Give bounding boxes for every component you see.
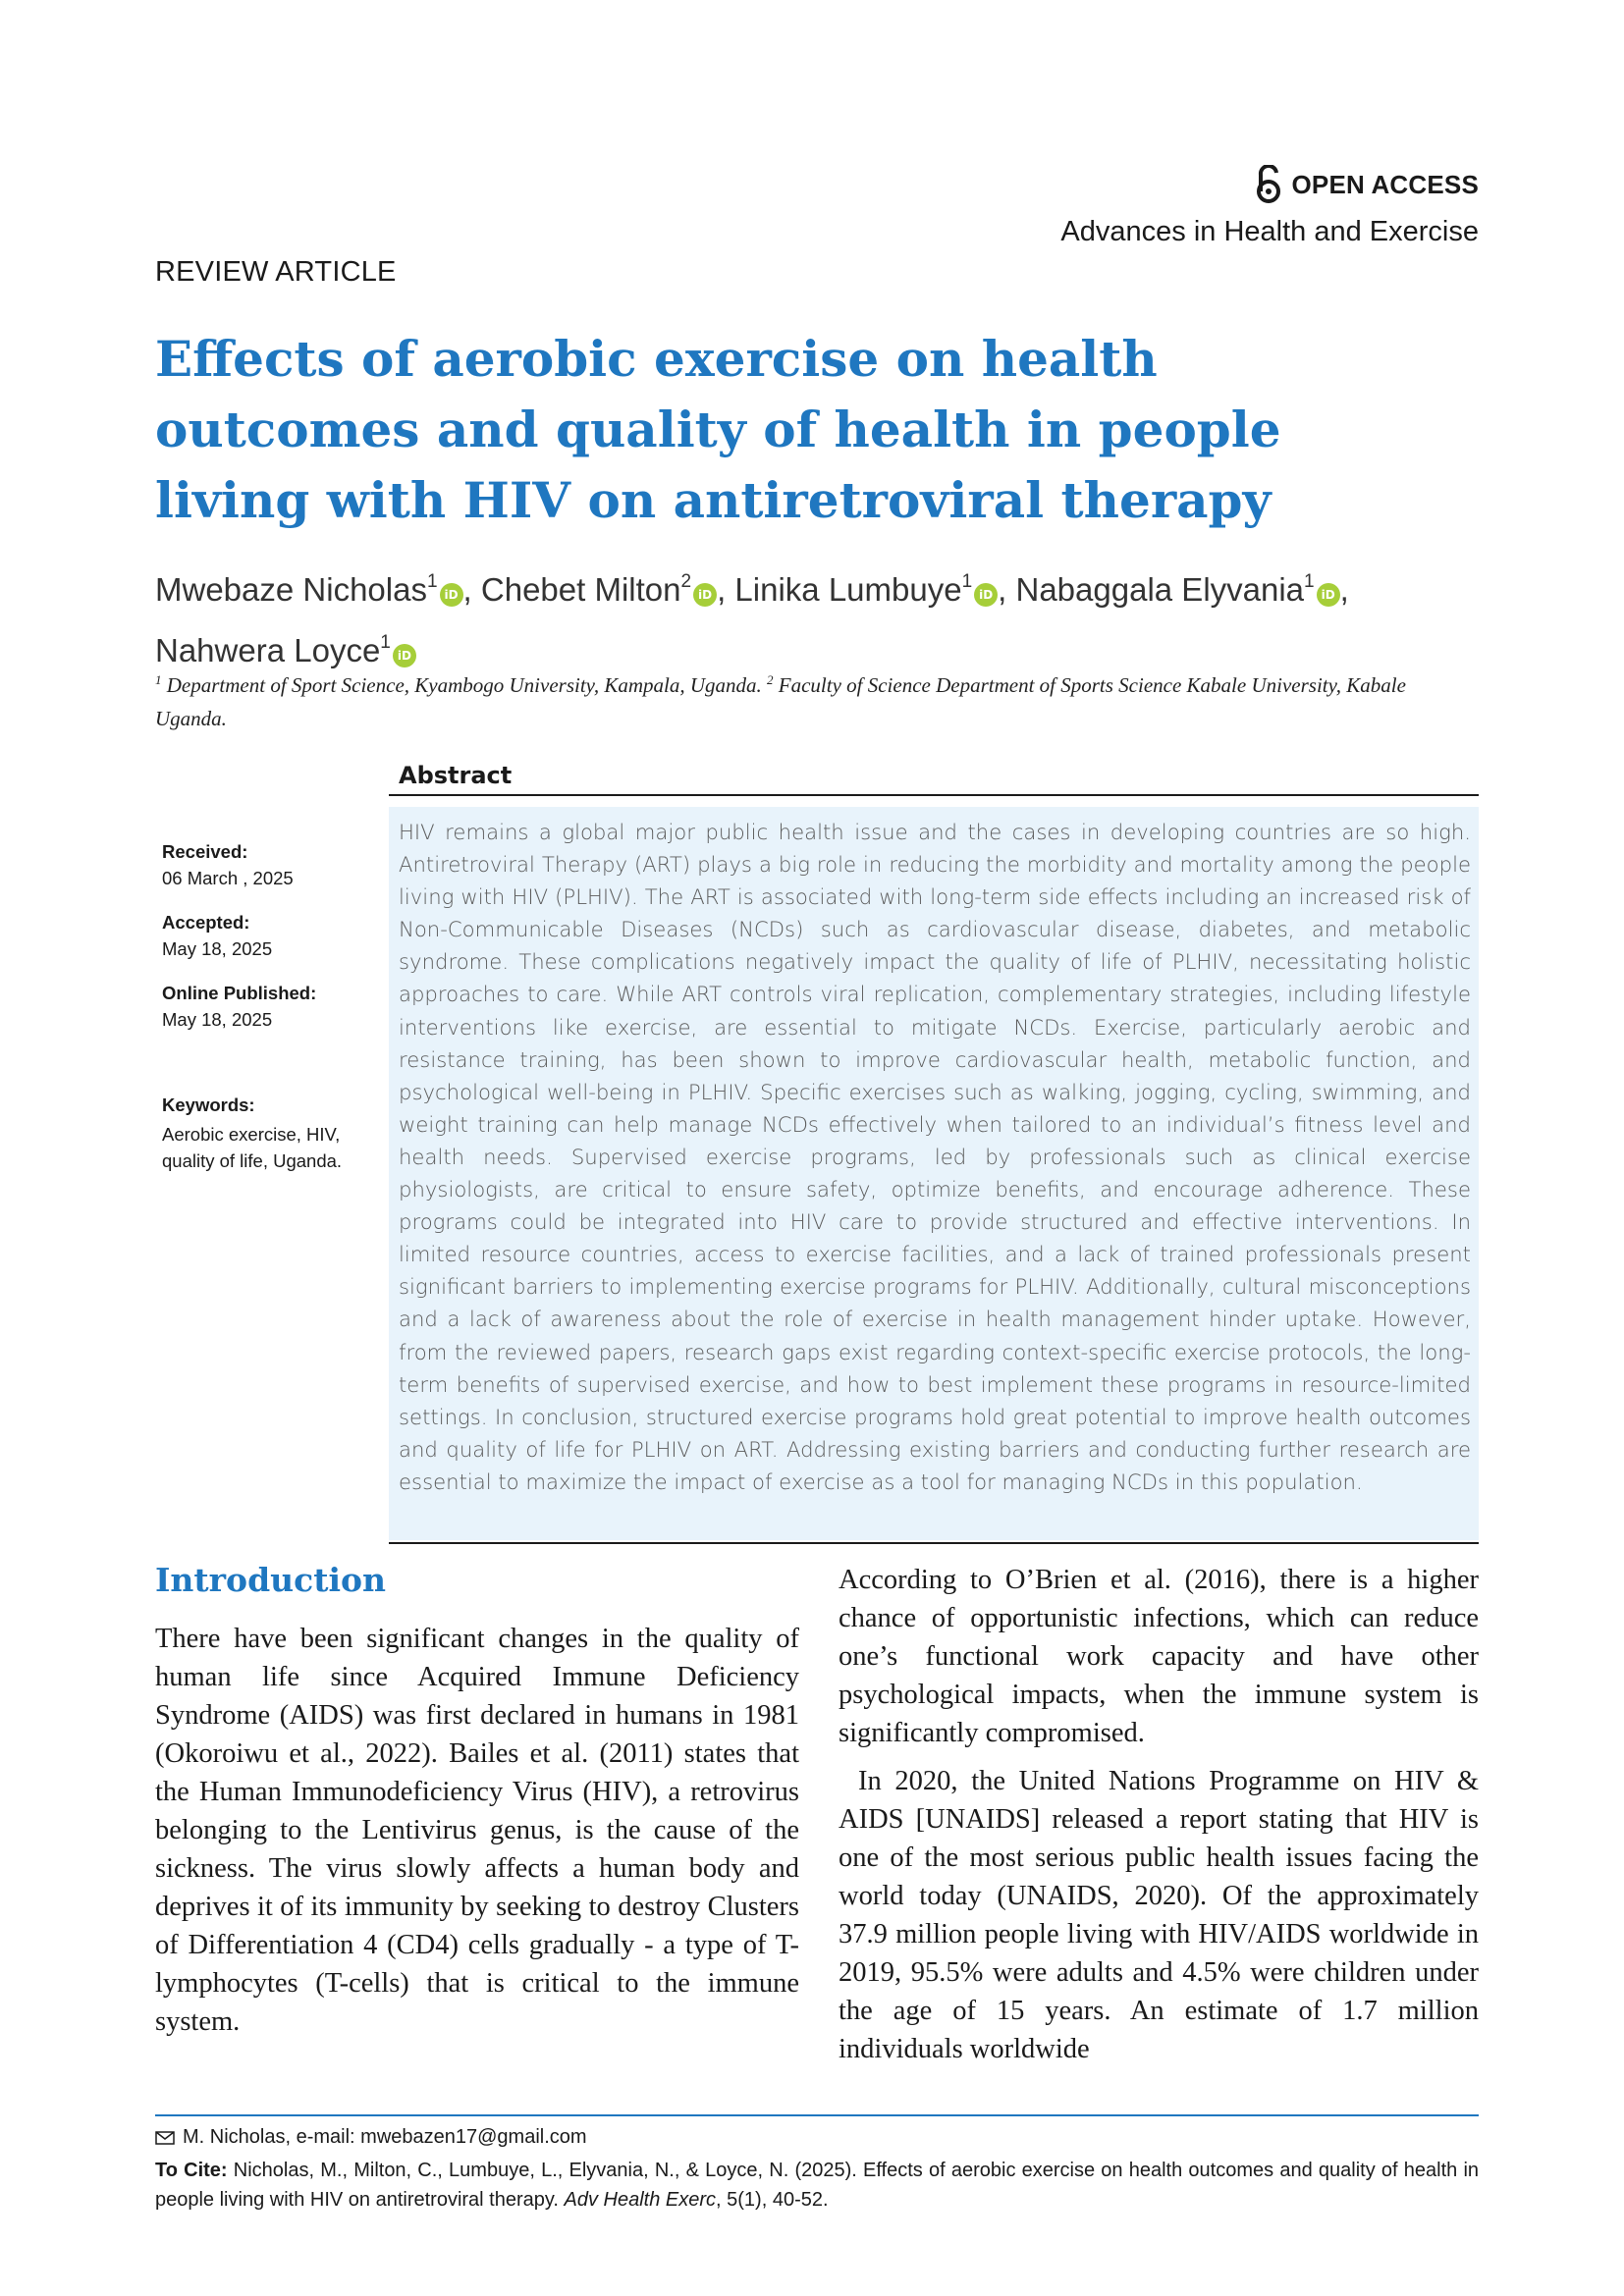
envelope-icon — [155, 2131, 175, 2145]
abstract-text: HIV remains a global major public health issue and the cases in developing countries are so high. Antiretroviral Therapy (ART) plays a big role in reducing the morbidity and mortality among the people living with HIV (PLHIV). The ART is associated with long-term side effects including an increased risk of Non-Communicable Diseases (NCDs) such as cardiovascular disease, diabetes, and metabolic syndrome. These complications negatively impact the quality of life of PLHIV, necessitating holistic approaches to care. While ART controls viral replication, complementary strategies, including lifestyle interventions like exercise, are essential to mitigate NCDs. Exercise, particularly aerobic and resistance training, has been shown to improve cardiovascular health, metabolic function, and psychological well-being in PLHIV. Specific exercises such as walking, jogging, cycling, swimming, and weight training can help manage NCDs effectively when tailored to an individual’s fitness level and health needs. Supervised exercise programs, led by professionals such as clinical exercise physiologists, are critical to ensure safety, optimize benefits, and encourage adherence. These programs could be integrated into HIV care to provide structured and effective interventions. In limited resource countries, access to exercise facilities, and a lack of trained professionals present significant barriers to implementing exercise programs for PLHIV. Additionally, cultural misconceptions and a lack of awareness about the role of exercise in health management hinder uptake. However, from the reviewed papers, research gaps exist regarding context-specific exercise protocols, the long-term benefits of supervised exercise, and how to best implement these programs in resource-limited settings. In conclusion, structured exercise programs hold great potential to improve health outcomes and quality of life for PLHIV on ART. Addressing existing barriers and conducting further research are essential to maximize the impact of exercise as a tool for managing NCDs in this population. — [399, 820, 1471, 1494]
body-paragraph: There have been significant changes in the quality of human life since Acquired Immune Deficiency Syndrome (AIDS) was first declared in humans in 1981 (Okoroiwu et al., 2022). Bailes et al. (2011) states that the Human Immunodeficiency Virus (HIV), a retrovirus belonging to the Lentivirus genus, is the cause of the sickness. The virus slowly affects a human body and deprives it of its immunity by seeking to destroy Clusters of Differentiation 4 (CD4) cells gradually - a type of T-lymphocytes (T-cells) that is critical to the immune system. — [155, 1624, 799, 2037]
affiliation-number: 1 — [155, 672, 162, 687]
abstract-top-rule — [389, 794, 1479, 796]
abstract-bottom-rule — [389, 1542, 1479, 1544]
corresponding-author — [155, 2126, 587, 2149]
author — [734, 571, 1006, 608]
abstract-heading: Abstract — [399, 762, 513, 789]
open-access-label: OPEN ACCESS — [1291, 169, 1479, 199]
orcid-icon[interactable]: iD — [693, 583, 717, 607]
author-separator: , — [1339, 571, 1349, 608]
author — [155, 571, 472, 608]
author-name: Nabaggala Elyvania — [1015, 571, 1305, 608]
author-affiliation-number: 1 — [426, 571, 438, 592]
author-name: Nahwera Loyce — [155, 632, 381, 668]
affiliation-1: Department of Sport Science, Kyambogo University, Kampala, Uganda. — [166, 673, 762, 697]
citation — [155, 2156, 1479, 2215]
author-affiliation-number: 2 — [680, 571, 692, 592]
author-name: Chebet Milton — [480, 571, 681, 608]
author-separator: , — [998, 571, 1007, 608]
author — [481, 571, 726, 608]
article-type: REVIEW ARTICLE — [155, 256, 397, 288]
open-access-lock-icon — [1255, 165, 1282, 204]
author-name: Mwebaze Nicholas — [155, 571, 427, 608]
body-column-right — [839, 1561, 1479, 2078]
author-list — [155, 556, 1510, 677]
paper-title: Effects of aerobic exercise on health outcomes and quality of health in people living with HIV on antiretroviral therapy — [155, 330, 1281, 529]
accepted-date: May 18, 2025 — [162, 938, 273, 959]
online-published-label: Online Published: — [162, 983, 317, 1003]
affiliation-number: 2 — [767, 672, 774, 687]
author-affiliation-number: 1 — [961, 571, 973, 592]
received-date: 06 March , 2025 — [162, 868, 294, 888]
author — [1016, 571, 1349, 608]
orcid-icon[interactable]: iD — [440, 583, 463, 607]
author-affiliation-number: 1 — [380, 632, 391, 653]
orcid-icon[interactable]: iD — [393, 644, 416, 667]
cite-volume: , 5(1), 40-52. — [716, 2189, 829, 2211]
author-separator: , — [717, 571, 727, 608]
cite-text: Nicholas, M., Milton, C., Lumbuye, L., Elyvania, N., & Loyce, N. (2025). Effects of aerobic exercise on health outcomes and quality of health in people living with HIV on antiretroviral therapy. — [155, 2160, 1480, 2211]
affiliations — [155, 664, 1471, 735]
open-access-badge — [1255, 165, 1480, 204]
orcid-icon[interactable]: iD — [1317, 583, 1340, 607]
author-separator: , — [462, 571, 472, 608]
body-column-left — [155, 1620, 799, 2041]
body-paragraph: According to O’Brien et al. (2016), there is a higher chance of opportunistic infections, which can reduce one’s functional work capacity and have other psychological impacts, when the immune system is significantly compromised. — [839, 1565, 1479, 1748]
affiliation-2: Faculty of Science Department of Sports Science Kabale University, Kabale Uganda. — [155, 673, 1406, 730]
introduction-heading: Introduction — [155, 1561, 387, 1599]
author-affiliation-number: 1 — [1304, 571, 1315, 592]
orcid-icon[interactable]: iD — [974, 583, 998, 607]
author-name: Linika Lumbuye — [734, 571, 962, 608]
corresponding-author-email[interactable]: M. Nicholas, e-mail: mwebazen17@gmail.com — [183, 2126, 587, 2148]
received-label: Received: — [162, 841, 248, 862]
journal-name: Advances in Health and Exercise — [1060, 216, 1479, 247]
keywords: Aerobic exercise, HIV, quality of life, Uganda. — [162, 1124, 343, 1171]
footer-rule — [155, 2114, 1479, 2116]
online-published-date: May 18, 2025 — [162, 1009, 273, 1030]
body-paragraph: In 2020, the United Nations Programme on HIV & AIDS [UNAIDS] released a report stating that HIV is one of the most serious public health issues facing the world today (UNAIDS, 2020). Of the approximately 37.9 million people living with HIV/AIDS worldwide in 2019, 95.5% were adults and 4.5% were children under the age of 15 years. An estimate of 1.7 million individuals worldwide — [839, 1766, 1479, 2064]
keywords-label: Keywords: — [162, 1095, 255, 1115]
cite-journal: Adv Health Exerc — [564, 2189, 717, 2211]
accepted-label: Accepted: — [162, 912, 250, 933]
cite-label: To Cite: — [155, 2160, 228, 2181]
